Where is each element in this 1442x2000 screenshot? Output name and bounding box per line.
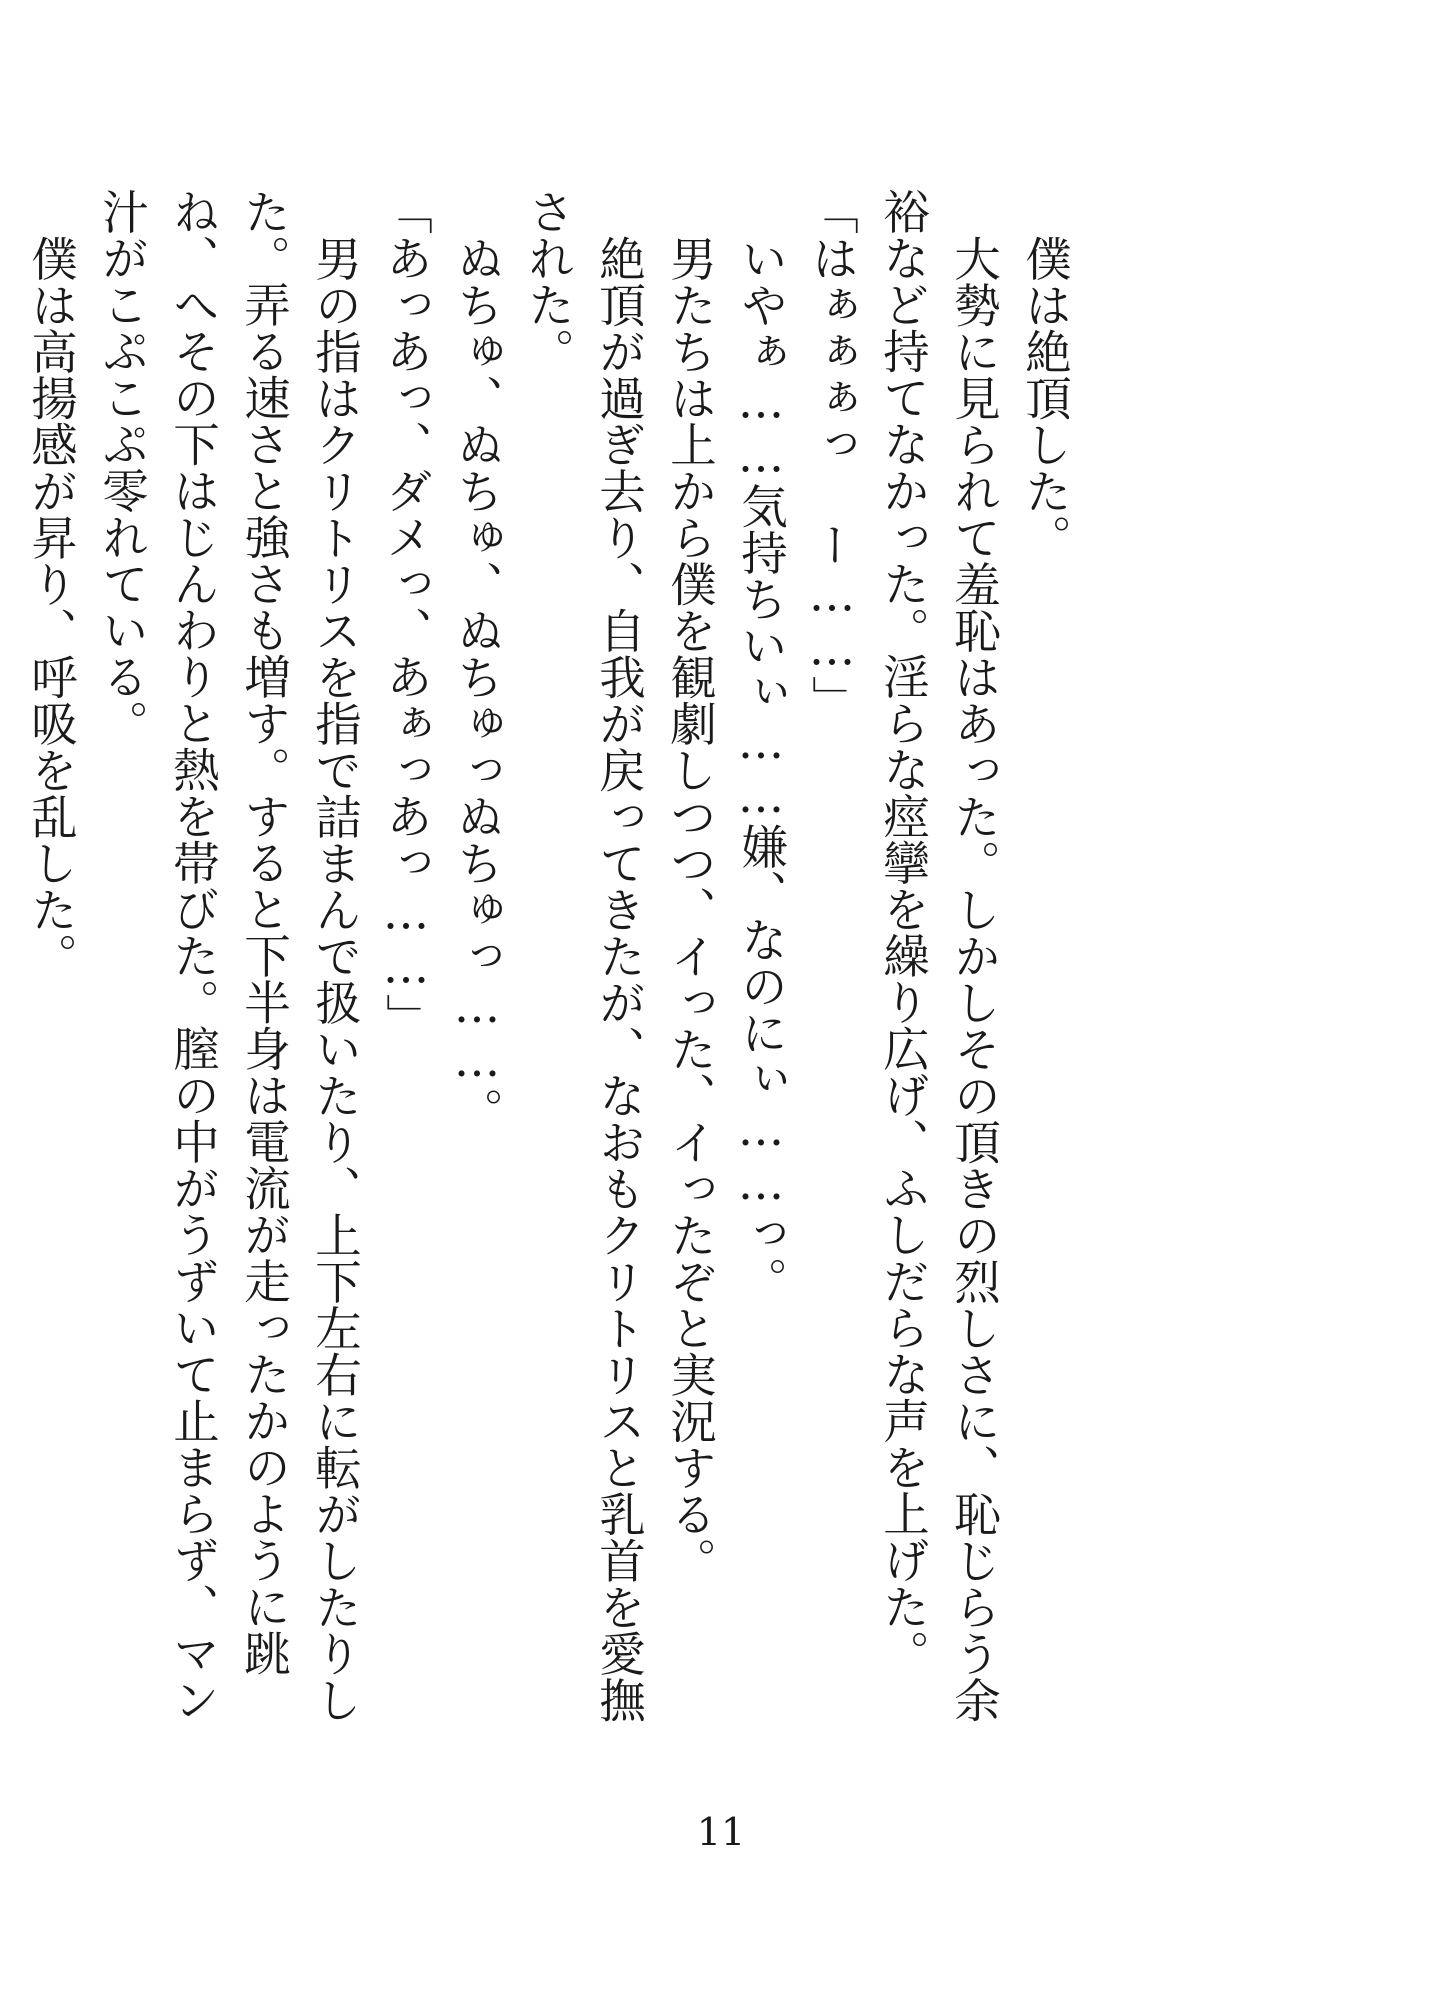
paragraph-2: 大勢に見られて羞恥はあった。しかしその頂きの烈しさに、恥じらう余裕など持てなかった。淫らな痙攣を繰り広げ、ふしだらな声を上げた。 — [876, 188, 1001, 1723]
paragraph-6: ぬちゅ、ぬちゅ、ぬちゅっぬちゅっ……。 — [450, 234, 504, 1133]
dialogue-2: 「あっあっ、ダメっ、あぁっあっ……」 — [379, 188, 433, 1040]
page-number: 11 — [696, 1810, 746, 1854]
paragraph-1: 僕は絶頂した。 — [1018, 234, 1072, 560]
paragraph-8: 僕は高揚感が昇り、呼吸を乱した。 — [24, 234, 78, 979]
paragraph-3: いやぁ……気持ちいぃ……嫌、なのにぃ……っ。 — [734, 234, 788, 1303]
paragraph-5: 絶頂が過ぎ去り、自我が戻ってきたが、なおもクリトリスと乳首を愛撫された。 — [521, 188, 646, 1723]
dialogue-1: 「はぁぁぁっ ー……」 — [805, 188, 859, 722]
body-text — [24, 188, 1080, 1758]
paragraph-7: 男の指はクリトリスを指で詰まんで扱いたり、上下左右に転がしたりした。弄る速さと強さも増す。すると下半身は電流が走ったかのように跳ね、へその下はじんわりと熱を帯びた。膣の中がうずいて止まらず、マン汁がこぷこぷ零れている。 — [95, 188, 362, 1723]
paragraph-4: 男たちは上から僕を観劇しつつ、イった、イったぞと実況する。 — [663, 234, 717, 1583]
